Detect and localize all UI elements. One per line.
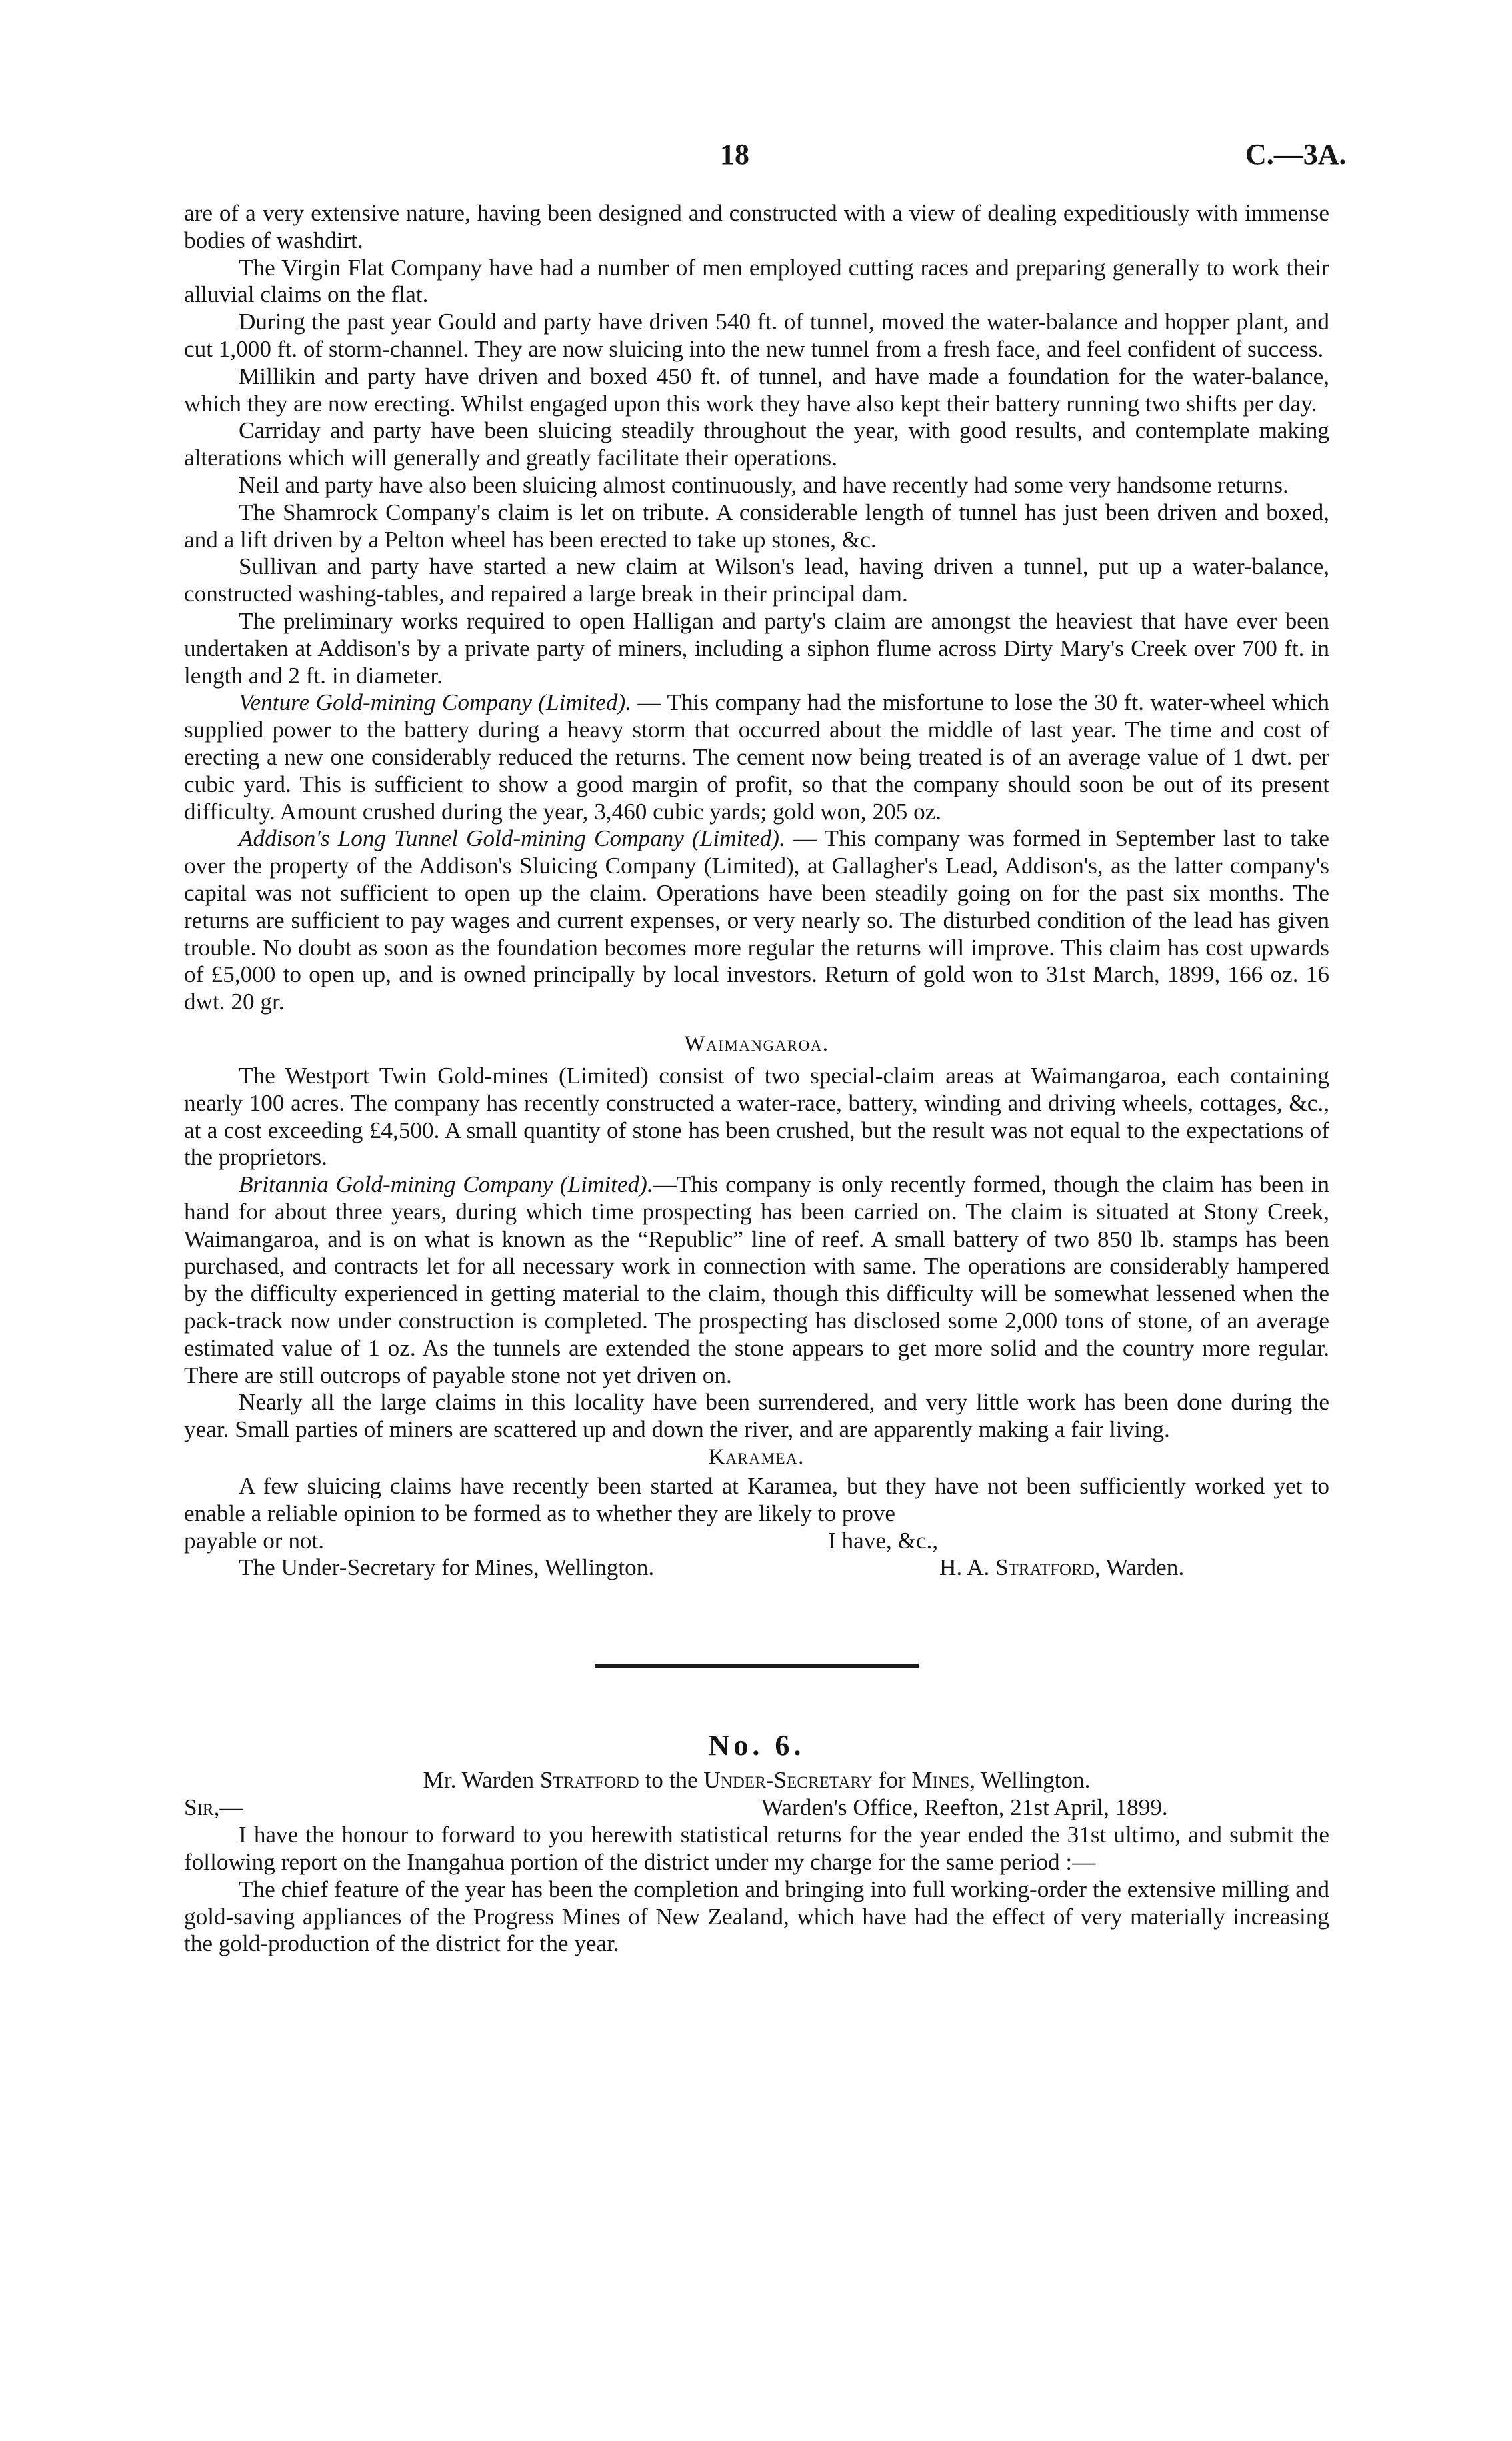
paragraph: The preliminary works required to open Halligan and party's claim are amongst the heaviest that have ever been undertaken at Addison's by a private party of miners, including a siphon flume across Dirty Mary's Creek over 700 ft. in length and 2 ft. in diameter. — [184, 607, 1329, 689]
paragraph: Carriday and party have been sluicing steadily throughout the year, with good results, and contemplate making alterations which will generally and greatly facilitate their operations. — [184, 417, 1329, 471]
paragraph: The Westport Twin Gold-mines (Limited) consist of two special-claim areas at Waimangaroa, each containing nearly 100 acres. The company has recently constructed a water-race, battery, winding and driving wheels, cottages, &c., at a cost exceeding £4,500. A small quantity of stone has been crushed, but the result was not equal to the expectations of the proprietors. — [184, 1062, 1329, 1171]
paragraph-britannia: Britannia Gold-mining Company (Limited).—This company is only recently formed, though the claim has been in hand for about three years, during which time prospecting has been carried on. The claim is situated at Stony Creek, Waimangaroa, and is on what is known as the “Republic” line of reef. A small battery of two 850 lb. stamps has been purchased, and contracts let for all necessary work in connection with same. The operations are considerably hampered by the difficulty experienced in getting material to the claim, though this difficulty will be somewhat lessened when the pack-track now under construction is completed. The prospecting has disclosed some 2,000 tons of stone, of an average estimated value of 1 oz. As the tunnels are extended the stone appears to get more solid and the country more regular. There are still outcrops of payable stone not yet driven on. — [184, 1171, 1329, 1388]
section-heading-waimangaroa: Waimangaroa. — [684, 1031, 829, 1056]
paragraph-karamea: A few sluicing claims have recently been started at Karamea, but they have not been sufficiently worked yet to enable a reliable opinion to be formed as to whether they are likely to prove — [184, 1473, 1329, 1526]
page-number: 18 — [720, 138, 749, 171]
paragraph: The Virgin Flat Company have had a number of men employed cutting races and preparing generally to work their alluvial claims on the flat. — [184, 254, 1329, 308]
paragraph-venture: Venture Gold-mining Company (Limited). — This company had the misfortune to lose the 30 ft. water-wheel which supplied power to the battery during a heavy storm that occurred about the middle of last year. The time and cost of erecting a new one considerably reduced the returns. The cement now being treated is of an average value of 1 dwt. per cubic yard. This is sufficient to show a good margin of profit, so that the company should soon be out of its present difficulty. Amount crushed during the year, 3,460 cubic yards; gold won, 205 oz. — [184, 689, 1330, 825]
signature-line: H. A. Stratford, Warden. — [939, 1554, 1185, 1580]
letter-paragraph: I have the honour to forward to you herewith statistical returns for the year ended the 31st ultimo, and submit the following report on the Inangahua portion of the district under my charge for the same period :— — [184, 1822, 1329, 1876]
paragraph: Nearly all the large claims in this locality have been surrendered, and very little work has been done during the year. Small parties of miners are scattered up and down the river, and are apparently making a fair living. — [184, 1389, 1329, 1443]
closing-block — [184, 1528, 1329, 1609]
section-divider — [595, 1664, 919, 1668]
paragraph: Neil and party have also been sluicing almost continuously, and have recently had some very handsome returns. — [239, 471, 1289, 498]
report-body — [184, 200, 1329, 1958]
document-code: C.—3A. — [1245, 138, 1347, 171]
paragraph: Sullivan and party have started a new claim at Wilson's lead, having driven a tunnel, put up a water-balance, constructed washing-tables, and repaired a large break in their principal dam. — [184, 553, 1329, 607]
top-paragraphs — [184, 200, 1329, 1016]
paragraph: Millikin and party have driven and boxed 450 ft. of tunnel, and have made a foundation for the water-balance, which they are now erecting. Whilst engaged upon this work they have also kept their battery running two shifts per day. — [184, 363, 1329, 417]
closing-i-have: I have, &c., — [828, 1527, 939, 1554]
paragraph: are of a very extensive nature, having been designed and constructed with a view of dealing expeditiously with immense bodies of washdirt. — [184, 200, 1329, 253]
waimangaroa-paragraphs — [184, 1063, 1329, 1444]
salutation: Sir,— — [184, 1794, 243, 1821]
letter-number: No. 6. — [708, 1728, 805, 1762]
paragraph: The Shamrock Company's claim is let on tribute. A considerable length of tunnel has just been driven and boxed, and a lift driven by a Pelton wheel has been erected to take up stones, &c. — [184, 499, 1329, 553]
section-heading-karamea: Karamea. — [709, 1445, 805, 1470]
paragraph: During the past year Gould and party have driven 540 ft. of tunnel, moved the water-balance and hopper plant, and cut 1,000 ft. of storm-channel. They are now sluicing into the new tunnel from a fresh face, and feel confident of success. — [184, 309, 1329, 362]
closing-payable: payable or not. — [184, 1527, 325, 1554]
closing-addressee: The Under-Secretary for Mines, Wellington. — [239, 1554, 655, 1580]
office-date: Warden's Office, Reefton, 21st April, 1899. — [761, 1794, 1168, 1821]
letter-title: Mr. Warden Stratford to the Under-Secretary for Mines, Wellington. — [423, 1767, 1091, 1794]
paragraph-addisons: Addison's Long Tunnel Gold-mining Company (Limited). — This company was formed in September last to take over the property of the Addison's Sluicing Company (Limited), at Gallagher's Lead, Addison's, as the latter company's capital was not sufficient to open up the claim. Operations have been steadily going on for the past six months. The returns are sufficient to pay wages and current expenses, or very nearly so. The disturbed condition of the lead has given trouble. No doubt as soon as the foundation becomes more regular the returns will improve. This claim has cost upwards of £5,000 to open up, and is owned principally by local investors. Return of gold won to 31st March, 1899, 166 oz. 16 dwt. 20 gr. — [184, 825, 1329, 1015]
salutation-row — [184, 1794, 1329, 1822]
letter-paragraph: The chief feature of the year has been the completion and bringing into full working-order the extensive milling and gold-saving appliances of the Progress Mines of New Zealand, which have had the effect of very materially increasing the gold-production of the district for the year. — [184, 1876, 1329, 1957]
